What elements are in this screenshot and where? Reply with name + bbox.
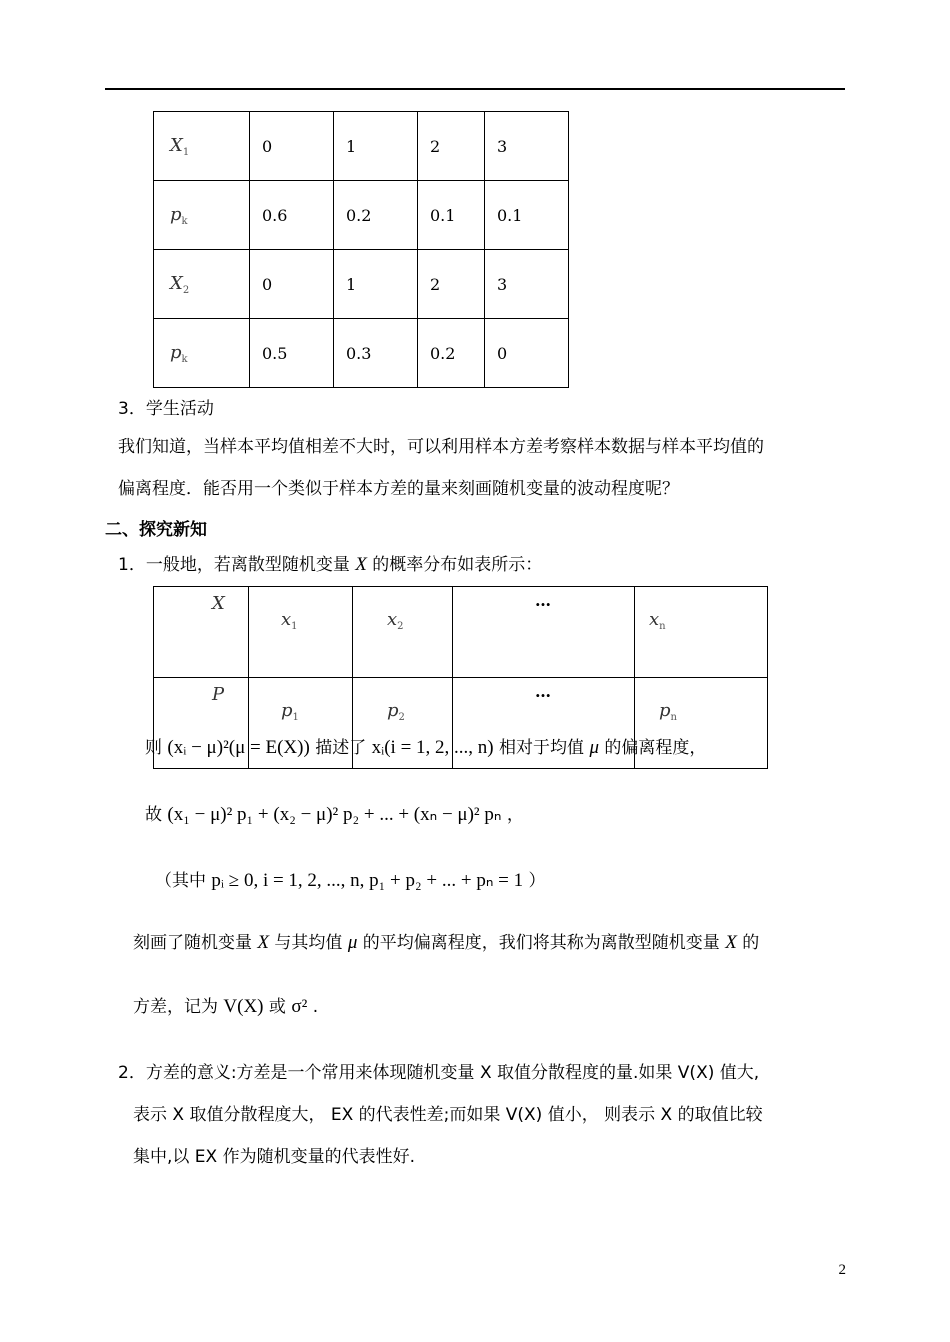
- math-mu: μ: [347, 932, 358, 953]
- table-cell: 0.5: [250, 319, 334, 388]
- table-cell: 3: [485, 112, 569, 181]
- paragraph-line: 2．方差的意义:方差是一个常用来体现随机变量 X 取值分散程度的量.如果 V(X) 值大,: [118, 1063, 760, 1083]
- math-conditions: pᵢ ≥ 0, i = 1, 2, ..., n, p₁ + p₂ + ... + pₙ = 1: [211, 870, 524, 891]
- table-row: [154, 319, 569, 388]
- header-rule: [105, 88, 845, 90]
- item-1-text-a: 1．一般地，若离散型随机变量: [118, 555, 350, 575]
- paragraph-line: 我们知道，当样本平均值相差不大时，可以利用样本方差考察样本数据与样本平均值的: [118, 437, 764, 457]
- table-row: [154, 587, 768, 678]
- section-heading-3: 3．学生活动: [118, 399, 214, 419]
- math-variance-sum: (x₁ − μ)² p₁ + (x₂ − μ)² p₂ + ... + (xₙ − μ)² pₙ: [167, 804, 502, 825]
- table-cell: 0.2: [418, 319, 485, 388]
- table-cell: 0: [485, 319, 569, 388]
- table-cell: 1: [334, 112, 418, 181]
- paragraph-line: 表示 X 取值分散程度大， EX 的代表性差;而如果 V(X) 值小， 则表示 X 的取值比较: [133, 1105, 763, 1125]
- math-var-x: X: [355, 554, 367, 575]
- table-cell: $p_n$: [635, 678, 768, 769]
- paragraph-line: 刻画了随机变量 X 与其均值 μ 的平均偏离程度，我们将其称为离散型随机变量 X 的: [133, 932, 760, 953]
- paragraph-line: 偏离程度．能否用一个类似于样本方差的量来刻画随机变量的波动程度呢？: [118, 479, 679, 499]
- math-var-x: X: [257, 932, 270, 953]
- row-label: P: [154, 678, 249, 769]
- row-label: $p_k$: [154, 319, 250, 388]
- table-cell: $x_2$: [353, 587, 453, 678]
- table-cell: 0.1: [418, 181, 485, 250]
- table-cell: $x_1$: [249, 587, 353, 678]
- table-cell: 0.1: [485, 181, 569, 250]
- ellipsis-cell: …: [453, 678, 635, 769]
- math-sigma-squared: σ²: [291, 996, 308, 1017]
- math-mu: μ: [589, 737, 599, 758]
- table-cell: 0.2: [334, 181, 418, 250]
- formula-line-1: 则 (xᵢ − μ)²(μ = E(X)) 描述了 xᵢ(i = 1, 2, ..., n) 相对于均值 μ 的偏离程度，: [145, 737, 707, 758]
- math-deviation: (xᵢ − μ)²(μ = E(X)): [167, 737, 310, 758]
- table-row: [154, 112, 569, 181]
- page-number: 2: [838, 1262, 846, 1278]
- table-cell: 0.3: [334, 319, 418, 388]
- table-cell: 3: [485, 250, 569, 319]
- distribution-table-1: [153, 111, 569, 388]
- table-cell: $x_n$: [635, 587, 768, 678]
- paragraph-line: 集中,以 EX 作为随机变量的代表性好.: [133, 1147, 416, 1167]
- section-title: 二、探究新知: [105, 520, 207, 540]
- row-label: $p_k$: [154, 181, 250, 250]
- table-cell: $p_2$: [353, 678, 453, 769]
- item-1-lead: [118, 550, 542, 576]
- table-cell: 1: [334, 250, 418, 319]
- ellipsis-cell: …: [453, 587, 635, 678]
- table-cell: $p_1$: [249, 678, 353, 769]
- formula-line-3: （其中 pᵢ ≥ 0, i = 1, 2, ..., n, p₁ + p₂ + ... + pₙ = 1 ）: [155, 870, 546, 891]
- math-xi-range: xᵢ(i = 1, 2, ..., n): [371, 737, 494, 758]
- math-var-x: X: [725, 932, 737, 953]
- table-row: [154, 181, 569, 250]
- item-1-text-b: 的概率分布如表所示：: [372, 555, 543, 575]
- table-cell: 0: [250, 250, 334, 319]
- row-label: X: [154, 587, 249, 678]
- table-cell: 0.6: [250, 181, 334, 250]
- formula-line-2: 故 (x₁ − μ)² p₁ + (x₂ − μ)² p₂ + ... + (xₙ − μ)² pₙ ，: [145, 804, 524, 825]
- table-cell: 2: [418, 112, 485, 181]
- table-cell: 2: [418, 250, 485, 319]
- paragraph-line: 方差，记为 V(X) 或 σ² .: [133, 996, 319, 1017]
- row-label: $X_2$: [154, 250, 250, 319]
- table-row: [154, 250, 569, 319]
- table-cell: 0: [250, 112, 334, 181]
- row-label: $X_1$: [154, 112, 250, 181]
- math-vx: V(X): [223, 996, 264, 1017]
